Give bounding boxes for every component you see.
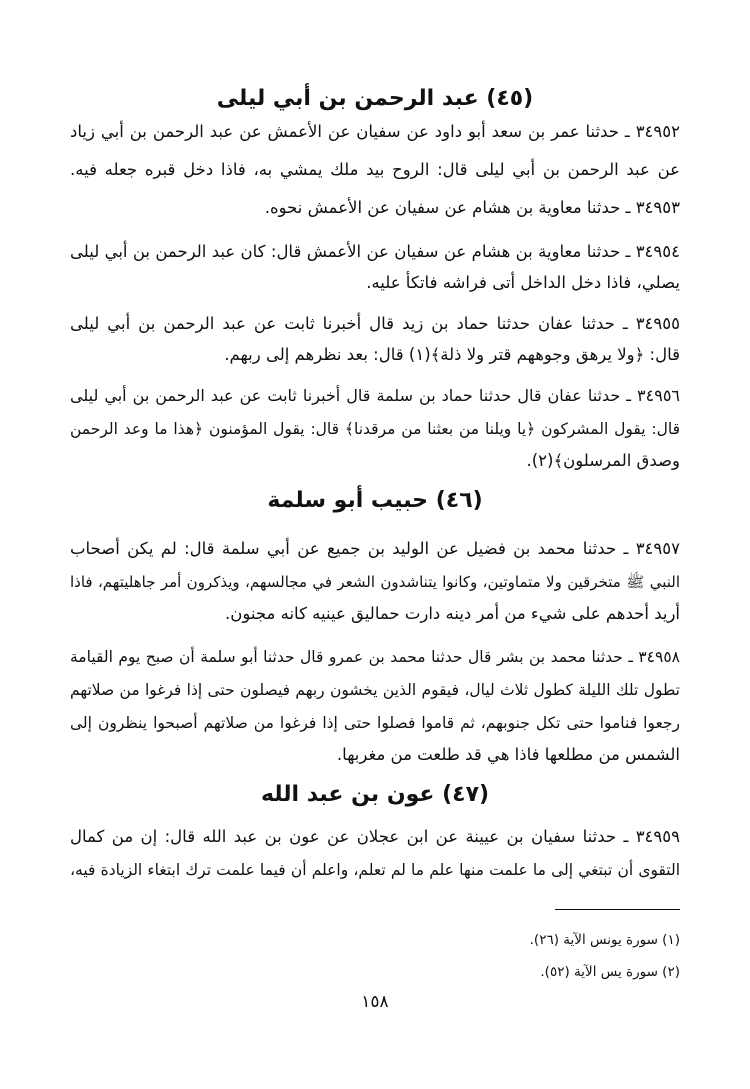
text-line: قال: يقول المشركون ﴿يا ويلنا من بعثنا من مرقدنا﴾ قال: يقول المؤمنون ﴿هذا ما وعد الرحمن: [70, 420, 680, 438]
text-line: النبي ﷺ متخرقين ولا متماوتين، وكانوا يتناشدون الشعر في مجالسهم، ويذكرون أمر جاهليتهم، فاذا: [70, 573, 680, 591]
page-number: ١٥٨: [361, 992, 389, 1012]
section-heading-46: (٤٦) حبيب أبو سلمة: [267, 488, 483, 513]
text-line: ٣٤٩٥٩ ـ حدثنا سفيان بن عيينة عن ابن عجلان عن عون بن عبد الله قال: إن من كمال: [70, 827, 680, 846]
text-line: الشمس من مطلعها فاذا هي قد طلعت من مغربها.: [336, 745, 680, 764]
text-line: وصدق المرسلون﴾(٢).: [526, 451, 680, 470]
text-line: أريد أحدهم على شيء من أمر دينه دارت حماليق عينيه كانه مجنون.: [225, 604, 680, 623]
text-line: ٣٤٩٥٣ ـ حدثنا معاوية بن هشام عن سفيان عن الأعمش نحوه.: [264, 198, 680, 217]
text-line: ٣٤٩٥٧ ـ حدثنا محمد بن فضيل عن الوليد بن جميع عن أبي سلمة قال: لم يكن أصحاب: [70, 539, 680, 558]
text-line: ٣٤٩٥٦ ـ حدثنا عفان قال حدثنا حماد بن سلمة قال أخبرنا ثابت عن عبد الرحمن بن أبي ليلى: [70, 386, 680, 405]
text-line: التقوى أن تبتغي إلى ما علمت منها علم ما لم تعلم، واعلم أن فيما علمت ترك ابتغاء الزيادة فيه،: [70, 861, 680, 879]
text-line: تطول تلك الليلة كطول ثلاث ليال، فيقوم الذين يخشون ربهم فيصلون حتى إذا فرغوا من صلاتهم: [70, 681, 680, 699]
footnote-1: (١) سورة يونس الآية (٢٦).: [529, 932, 680, 948]
text-line: ٣٤٩٥٤ ـ حدثنا معاوية بن هشام عن سفيان عن الأعمش قال: كان عبد الرحمن بن أبي ليلى: [70, 242, 680, 261]
text-line: قال: ﴿ولا يرهق وجوههم قتر ولا ذلة﴾(١) قال: بعد نظرهم إلى ربهم.: [224, 345, 680, 364]
text-line: ٣٤٩٥٥ ـ حدثنا عفان حدثنا حماد بن زيد قال أخبرنا ثابت عن عبد الرحمن بن أبي ليلى: [70, 314, 680, 333]
section-heading-45: (٤٥) عبد الرحمن بن أبي ليلى: [216, 86, 534, 111]
section-heading-47: (٤٧) عون بن عبد الله: [260, 782, 490, 807]
footnote-2: (٢) سورة يس الآية (٥٢).: [540, 964, 680, 980]
text-line: يصلي، فاذا دخل الداخل أتى فراشه فاتكأ عليه.: [366, 273, 680, 292]
text-line: ٣٤٩٥٨ ـ حدثنا محمد بن بشر قال حدثنا محمد بن عمرو قال حدثنا أبو سلمة أن صبح يوم القيامة: [70, 648, 680, 666]
footnote-divider: [555, 909, 680, 910]
text-line: رجعوا فناموا حتى تكل جنوبهم، ثم قاموا فصلوا حتى إذا فرغوا من صلاتهم أصبحوا ينظرون إلى: [70, 714, 680, 732]
text-line: عن عبد الرحمن بن أبي ليلى قال: الروح بيد ملك يمشي به، فاذا دخل قبره جعله فيه.: [70, 160, 680, 179]
text-line: ٣٤٩٥٢ ـ حدثنا عمر بن سعد أبو داود عن سفيان عن الأعمش عن عبد الرحمن بن أبي زياد: [70, 122, 680, 141]
